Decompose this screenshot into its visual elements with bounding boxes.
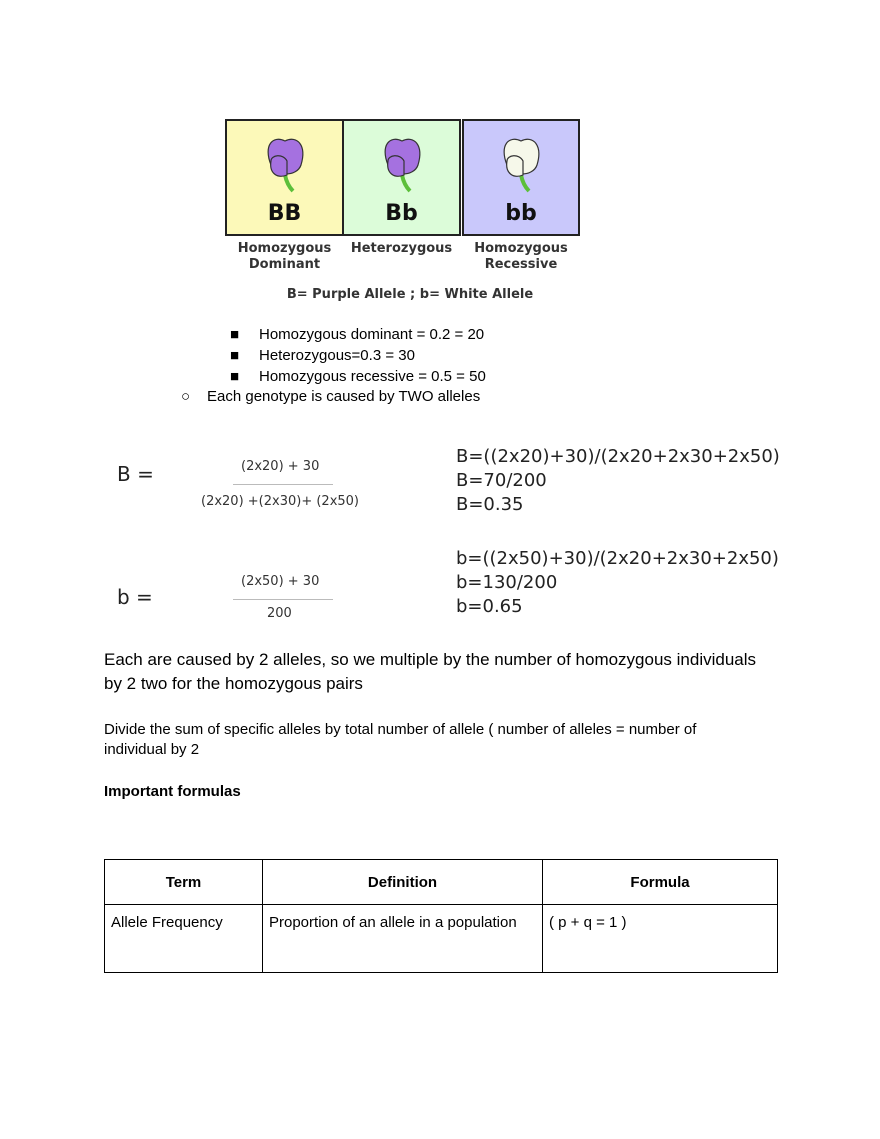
paragraph-line: Divide the sum of specific alleles by total number of allele ( number of alleles = number of: [104, 721, 697, 738]
panel-caption: Homozygous Recessive: [474, 241, 568, 272]
panel-Bb: [342, 119, 461, 236]
bullet-icon: ■: [230, 326, 240, 343]
formula-line: b=0.65: [456, 596, 523, 617]
column-header: Term: [105, 860, 263, 905]
fraction-denominator: 200: [267, 606, 292, 621]
column-header: Formula: [543, 860, 778, 905]
formula-line: b=((2x50)+30)/(2x20+2x30+2x50): [456, 548, 779, 569]
list-item: Heterozygous=0.3 = 30: [259, 347, 415, 364]
column-header: Definition: [263, 860, 543, 905]
table-header-row: [105, 860, 778, 905]
fraction-numerator: (2x20) + 30: [241, 459, 320, 474]
fraction-line: [233, 599, 333, 600]
table-cell: ( p + q = 1 ): [543, 905, 778, 973]
formula-lhs: b =: [117, 585, 153, 609]
purple-flower-icon: [263, 135, 307, 197]
formula-line: B=70/200: [456, 470, 547, 491]
genotype-label: BB: [267, 201, 302, 226]
formula-line: b=130/200: [456, 572, 558, 593]
genotype-label: Bb: [385, 201, 418, 226]
list-item: Homozygous dominant = 0.2 = 20: [259, 326, 485, 343]
bullet-icon: ■: [230, 347, 240, 364]
fraction-numerator: (2x50) + 30: [241, 574, 320, 589]
formula-lhs: B =: [117, 462, 154, 486]
fraction-line: [233, 484, 333, 485]
bullet-icon: ■: [230, 368, 240, 385]
panel-caption: Homozygous Dominant: [237, 241, 332, 272]
list-item: Each genotype is caused by TWO alleles: [207, 388, 481, 405]
panel-BB: [225, 119, 344, 236]
fraction-denominator: (2x20) +(2x30)+ (2x50): [201, 494, 359, 509]
table-cell: Proportion of an allele in a population: [263, 905, 543, 973]
paragraph-line: individual by 2: [104, 741, 200, 758]
genotype-label: bb: [505, 201, 537, 226]
table-cell: Allele Frequency: [105, 905, 263, 973]
formula-line: B=0.35: [456, 494, 524, 515]
white-flower-icon: [499, 135, 543, 197]
circle-bullet-icon: ○: [181, 388, 191, 405]
panel-caption: Heterozygous: [350, 241, 453, 256]
formula-line: B=((2x20)+30)/(2x20+2x30+2x50): [456, 446, 780, 467]
section-heading: Important formulas: [104, 783, 241, 800]
list-item: Homozygous recessive = 0.5 = 50: [259, 368, 486, 385]
purple-flower-icon: [380, 135, 424, 197]
paragraph-line: by 2 two for the homozygous pairs: [104, 674, 363, 693]
panel-bb: [462, 119, 580, 236]
figure-caption: B= Purple Allele ; b= White Allele: [286, 287, 534, 302]
table-row: [105, 905, 778, 973]
formulas-table: [104, 859, 778, 973]
paragraph-line: Each are caused by 2 alleles, so we multiple by the number of homozygous individuals: [104, 650, 757, 669]
